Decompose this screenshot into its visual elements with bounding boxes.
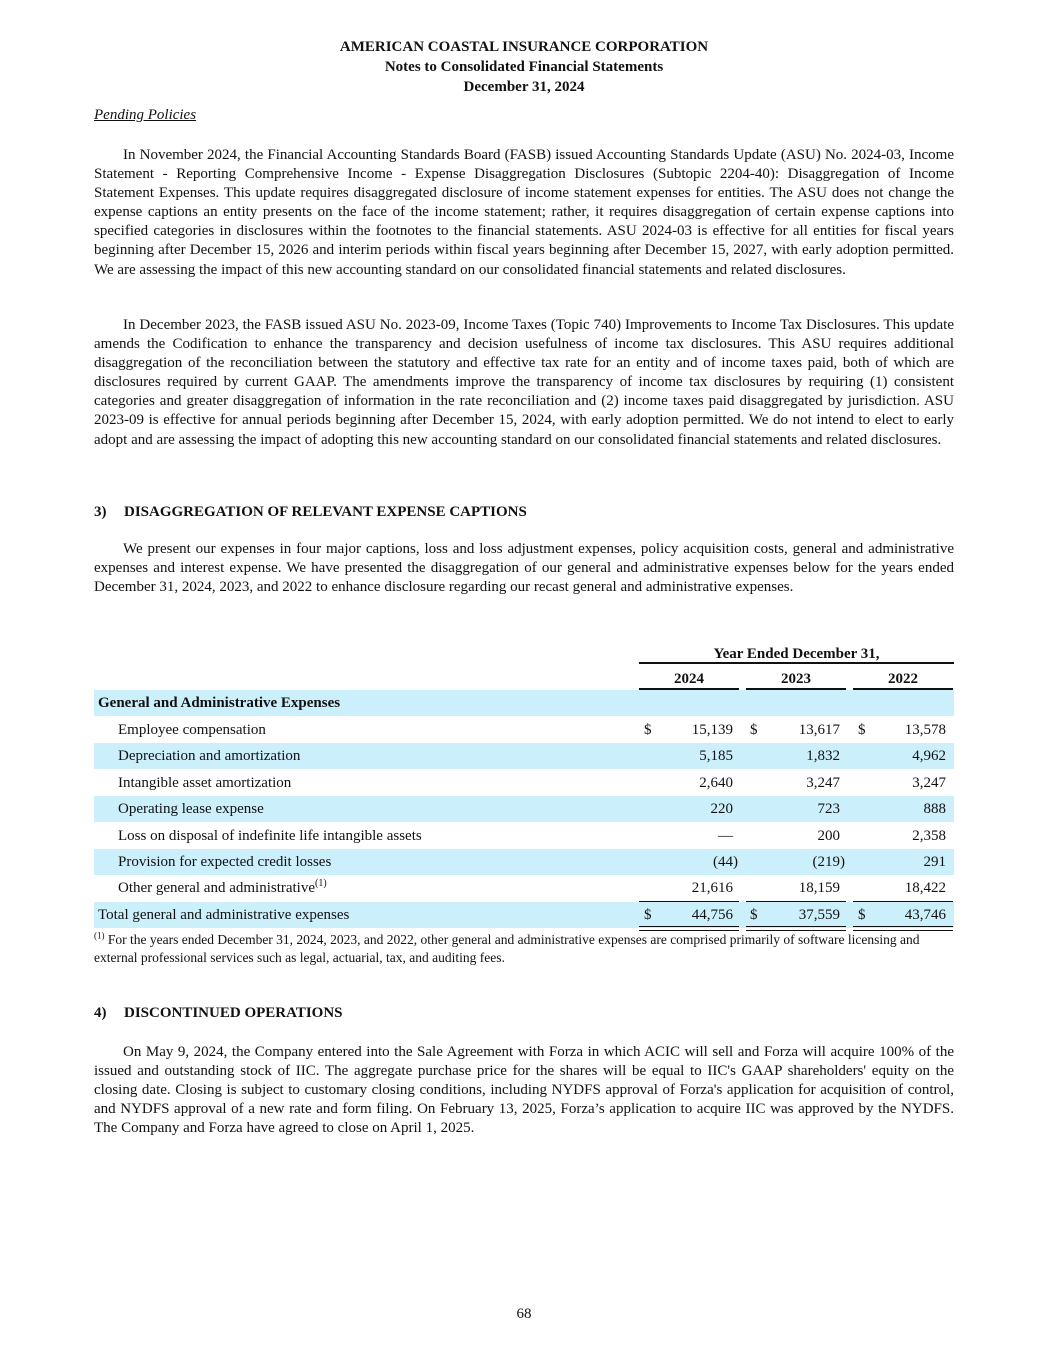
total-label: Total general and administrative expenses	[98, 907, 350, 923]
row-label: Employee compensation	[118, 722, 266, 738]
company-name: AMERICAN COASTAL INSURANCE CORPORATION	[339, 39, 709, 55]
section-title: DISCONTINUED OPERATIONS	[124, 1005, 343, 1021]
footnote-text: For the years ended December 31, 2024, 2023, and 2022, other general and administrative expenses are comprised primarily of software licensing and external professional services such as legal, actuarial, tax, and auditing fees.	[94, 932, 920, 965]
document-subtitle: Notes to Consolidated Financial Statements	[384, 59, 664, 75]
currency-symbol: $	[644, 722, 652, 738]
statement-date: December 31, 2024	[463, 79, 585, 95]
year-header-2022: 2022	[888, 671, 918, 687]
value-2023: 18,159	[798, 880, 840, 896]
value-2022: 291	[923, 854, 946, 870]
value-2022: 13,578	[904, 722, 946, 738]
value-2022: 888	[923, 801, 946, 817]
paragraph-asu-2023-09: In December 2023, the FASB issued ASU No. 2023-09, Income Taxes (Topic 740) Improvements to Income Tax Disclosures. This update amends the Codification to enhance the transparency and decision usefulness of income tax disclosures. This ASU requires additional disaggregation of the reconciliation between the statutory and effective tax rate for an entity and of income taxes paid, both of which are disclosures required by current GAAP. The amendments improve the transparency of income tax disclosures by requiring (1) consistent categories and greater disaggregation of information in the rate reconciliation and (2) income taxes paid disaggregated by jurisdiction. ASU 2023-09 is effective for annual periods beginning after December 15, 2024, with early adoption permitted. We do not intend to elect to early adopt and are assessing the impact of adopting this new accounting standard on our consolidated financial statements and related disclosures.	[94, 317, 954, 448]
value-2024: (44)	[713, 854, 738, 870]
currency-symbol: $	[858, 722, 866, 738]
pending-policies-heading: Pending Policies	[94, 107, 197, 123]
value-2024: 15,139	[691, 722, 733, 738]
table-row	[94, 770, 954, 796]
section-number: 4)	[94, 1005, 107, 1021]
value-2024: —	[718, 828, 733, 844]
row-label-with-footnote	[118, 875, 327, 901]
table-footnote	[94, 931, 954, 966]
total-2022: 43,746	[904, 907, 946, 923]
section-label: General and Administrative Expenses	[98, 695, 341, 711]
section-3-paragraph: We present our expenses in four major captions, loss and loss adjustment expenses, policy acquisition costs, general and administrative expenses and interest expense. We have presented the disaggregation of our general and administrative expenses below for the years ended December 31, 2024, 2023, and 2022 to enhance disclosure regarding our recast general and administrative expenses.	[94, 541, 954, 596]
total-2024: 44,756	[691, 907, 733, 923]
table-row	[94, 717, 954, 743]
value-2024: 21,616	[691, 880, 733, 896]
section-4-paragraph: On May 9, 2024, the Company entered into the Sale Agreement with Forza in which ACIC will sell and Forza will acquire 100% of the issued and outstanding stock of IIC. The aggregate purchase price for the shares will be equal to IIC's GAAP shareholders' equity on the closing date. Closing is subject to customary closing conditions, including NYDFS approval of Forza's application for acquisition of control, and NYDFS approval of a new rate and form filing. On February 13, 2025, Forza’s application to acquire IIC was approved by the NYDFS. The Company and Forza have agreed to close on April 1, 2025.	[94, 1044, 954, 1137]
value-2022: 2,358	[912, 828, 946, 844]
value-2023: (219)	[812, 854, 845, 870]
currency-symbol: $	[644, 907, 652, 923]
value-2023: 1,832	[806, 748, 840, 764]
row-label: Loss on disposal of indefinite life intangible assets	[118, 828, 422, 844]
column-group-header: Year Ended December 31,	[713, 646, 880, 662]
paragraph-asu-2024-03: In November 2024, the Financial Accounting Standards Board (FASB) issued Accounting Standards Update (ASU) No. 2024-03, Income Statement - Reporting Comprehensive Income - Expense Disaggregation Disclosures (Subtopic 2204-40): Disaggregation of Income Statement Expenses. This update requires disaggregated disclosure of income statement expenses for entities. The ASU does not change the expense captions an entity presents on the face of the income statement; rather, it requires disaggregation of certain expense captions into specified categories in disclosures within the footnotes to the financial statements. ASU 2024-03 is effective for all entities for fiscal years beginning after December 15, 2026 and interim periods within fiscal years beginning after December 15, 2027, with early adoption permitted. We are assessing the impact of this new accounting standard on our consolidated financial statements and related disclosures.	[94, 147, 954, 278]
value-2024: 2,640	[699, 775, 733, 791]
section-number: 3)	[94, 504, 107, 520]
row-label: Intangible asset amortization	[118, 775, 292, 791]
row-label: Provision for expected credit losses	[118, 854, 332, 870]
value-2022: 18,422	[904, 880, 946, 896]
table-row	[94, 849, 954, 875]
value-2023: 3,247	[806, 775, 840, 791]
column-group-rule	[639, 662, 954, 664]
value-2022: 3,247	[912, 775, 946, 791]
row-label: Operating lease expense	[118, 801, 264, 817]
row-label: Depreciation and amortization	[118, 748, 301, 764]
table-row	[94, 823, 954, 849]
value-2023: 13,617	[798, 722, 840, 738]
year-header-2024: 2024	[674, 671, 704, 687]
year-header-2023: 2023	[781, 671, 811, 687]
currency-symbol: $	[750, 722, 758, 738]
value-2024: 5,185	[699, 748, 733, 764]
section-title: DISAGGREGATION OF RELEVANT EXPENSE CAPTIONS	[124, 504, 527, 520]
value-2022: 4,962	[912, 748, 946, 764]
section-4-heading	[94, 1003, 343, 1023]
value-2023: 723	[817, 801, 840, 817]
row-label: Other general and administrative	[118, 880, 316, 896]
page-number: 68	[516, 1306, 532, 1322]
table-row	[94, 743, 954, 769]
section-3-heading	[94, 502, 527, 522]
currency-symbol: $	[750, 907, 758, 923]
footnote-ref: (1)	[315, 878, 327, 889]
table-row	[94, 796, 954, 822]
currency-symbol: $	[858, 907, 866, 923]
table-row	[94, 875, 954, 901]
total-2023: 37,559	[798, 907, 840, 923]
table-section-row	[94, 690, 954, 716]
value-2024: 220	[710, 801, 733, 817]
footnote-marker: (1)	[94, 930, 105, 941]
value-2023: 200	[817, 828, 840, 844]
table-total-row	[94, 902, 954, 928]
